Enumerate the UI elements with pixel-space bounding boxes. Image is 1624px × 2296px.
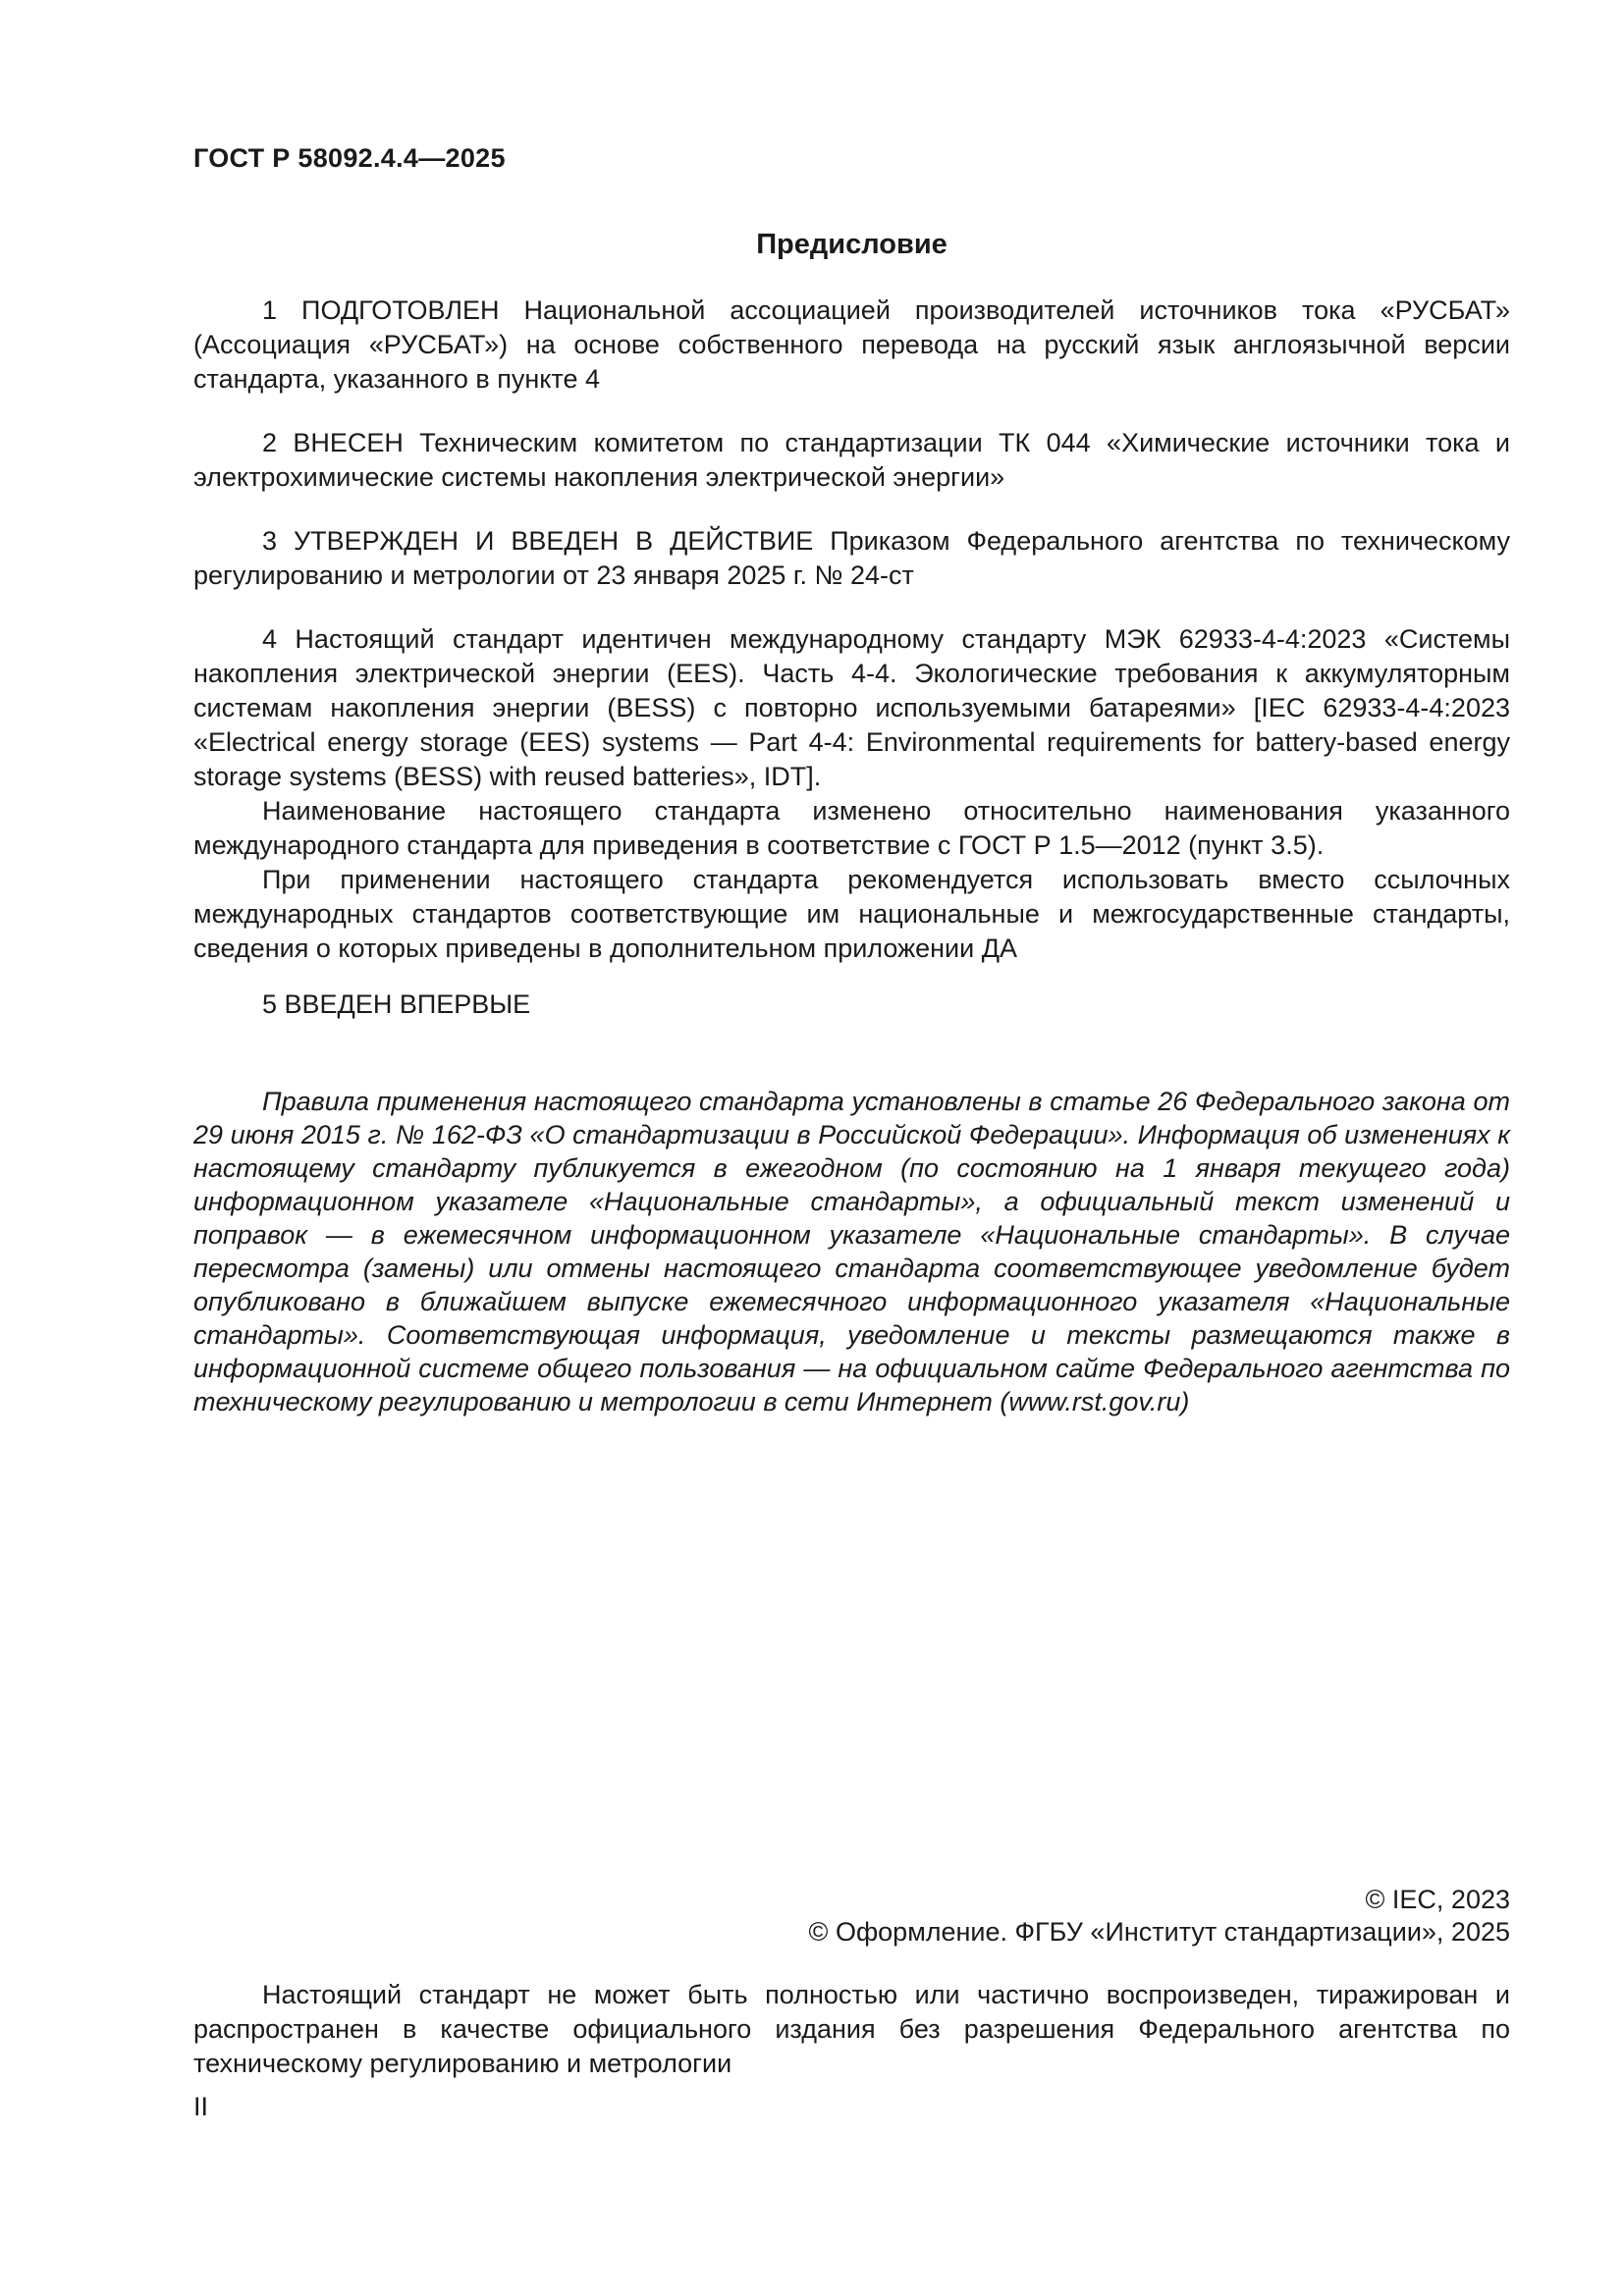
foreword-item-3: 3 УТВЕРЖДЕН И ВВЕДЕН В ДЕЙСТВИЕ Приказом Федерального агентства по техническому регулированию и метрологии от 23 января 2025 г. № 24-ст: [193, 526, 1510, 590]
foreword-item-4: 4 Настоящий стандарт идентичен международному стандарту МЭК 62933-4-4:2023 «Системы накопления электрической энергии (EES). Часть 4-4. Экологические требования к аккумуляторным системам накопления энергии (BESS) с повторно используемыми батареями» [IEC 62933-4-4:2023 «Electrical energy storage (EES) systems — Part 4-4: Environmental requirements for battery-based energy storage systems (BESS) with reused batteries», IDT].: [193, 624, 1510, 791]
foreword-title: Предисловие: [756, 229, 947, 260]
copyright-institute: © Оформление. ФГБУ «Институт стандартизации», 2025: [808, 1917, 1510, 1947]
distribution-restriction-note: Настоящий стандарт не может быть полностью или частично воспроизведен, тиражирован и распространен в качестве официального издания без разрешения Федерального агентства по техническому регулированию и метрологии: [193, 1980, 1510, 2078]
foreword-item-2: 2 ВНЕСЕН Техническим комитетом по стандартизации ТК 044 «Химические источники тока и электрохимические системы накопления электрической энергии»: [193, 428, 1510, 492]
copyright-iec: © IEC, 2023: [1365, 1885, 1510, 1914]
document-code: ГОСТ Р 58092.4.4—2025: [193, 143, 506, 173]
copyright-block: [193, 1884, 1510, 1949]
blank-space: [193, 1418, 1510, 1884]
foreword-item-5: 5 ВВЕДЕН ВПЕРВЫЕ: [262, 989, 531, 1019]
foreword-item-4-note-2: При применении настоящего стандарта рекомендуется использовать вместо ссылочных международных стандартов соответствующие им национальные и межгосударственные стандарты, сведения о которых приведены в дополнительном приложении ДА: [193, 865, 1510, 963]
foreword-item-4-note-1: Наименование настоящего стандарта изменено относительно наименования указанного международного стандарта для приведения в соответствие с ГОСТ Р 1.5—2012 (пункт 3.5).: [193, 796, 1510, 860]
application-rules-note: Правила применения настоящего стандарта установлены в статье 26 Федерального закона от 29 июня 2015 г. № 162-ФЗ «О стандартизации в Российской Федерации». Информация об изменениях к настоящему стандарту публикуется в ежегодном (по состоянию на 1 января текущего года) информационном указателе «Национальные стандарты», а официальный текст изменений и поправок — в ежемесячном информационном указателе «Национальные стандарты». В случае пересмотра (замены) или отмены настоящего стандарта соответствующее уведомление будет опубликовано в ближайшем выпуске ежемесячного информационного указателя «Национальные стандарты». Соответствующая информация, уведомление и тексты размещаются также в информационной системе общего пользования — на официальном сайте Федерального агентства по техническому регулированию и метрологии в сети Интернет (www.rst.gov.ru): [193, 1087, 1510, 1416]
page-number: II: [193, 2092, 209, 2121]
foreword-item-1: 1 ПОДГОТОВЛЕН Национальной ассоциацией производителей источников тока «РУСБАТ» (Ассоциация «РУСБАТ») на основе собственного перевода на русский язык англоязычной версии стандарта, указанного в пункте 4: [193, 295, 1510, 394]
